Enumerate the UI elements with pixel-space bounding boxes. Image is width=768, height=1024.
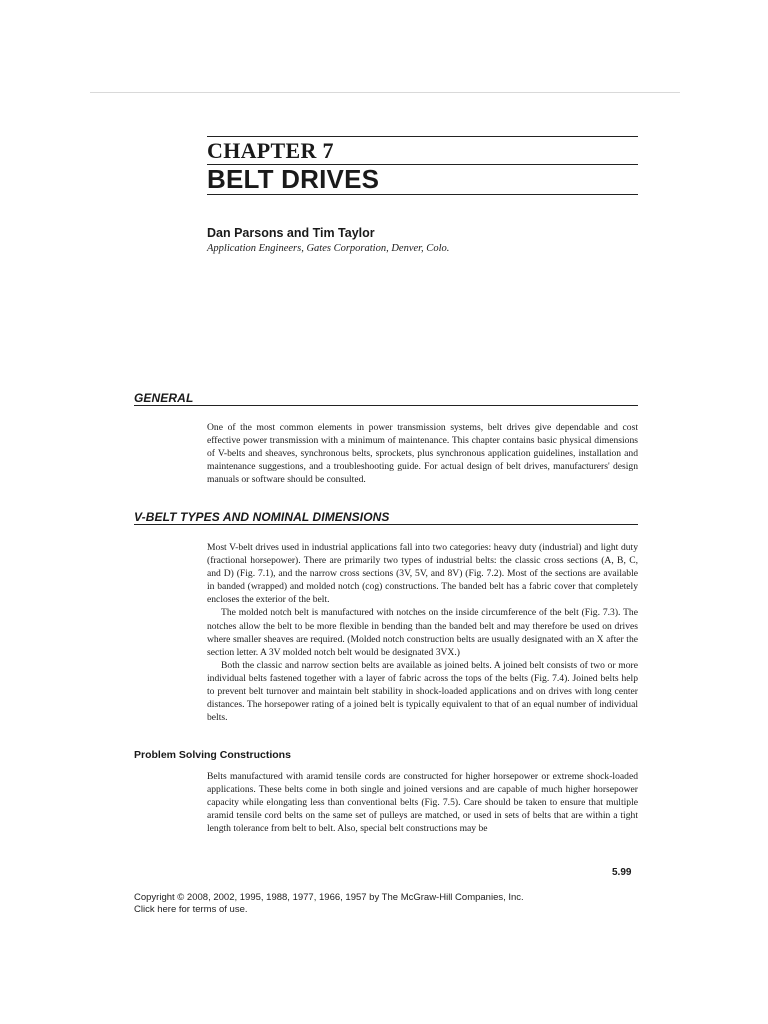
affiliation: Application Engineers, Gates Corporation, Denver, Colo. [207, 243, 450, 254]
section-rule-general [134, 405, 638, 406]
section-heading-general: GENERAL [134, 391, 194, 405]
subsection-heading-problem-solving: Problem Solving Constructions [134, 749, 291, 761]
footer [134, 892, 524, 916]
copyright-notice: Copyright © 2008, 2002, 1995, 1988, 1977, 1966, 1957 by The McGraw-Hill Companies, Inc. [134, 892, 524, 903]
authors: Dan Parsons and Tim Taylor [207, 226, 375, 240]
page-top-divider [90, 92, 680, 93]
general-text: One of the most common elements in power transmission systems, belt drives give dependable and cost effective power transmission with a minimum of maintenance. This chapter contains basic physical dimensions of V-belts and sheaves, synchronous belts, sprockets, plus synchronous application guidelines, installation and maintenance suggestions, and a troubleshooting guide. For actual design of belt drives, manufacturers' design manuals or software should be consulted. [207, 422, 638, 486]
vbelt-text-2: The molded notch belt is manufactured with notches on the inside circumference of the belt (Fig. 7.3). The notches allow the belt to be more flexible in bending than the banded belt and may therefore be used on drives where smaller sheaves are required. (Molded notch construction belts are usually designated with an X after the section letter. A 3V molded notch belt would be designated 3VX.) [207, 607, 638, 658]
page-number: 5.99 [612, 867, 632, 878]
chapter-label: CHAPTER 7 [207, 138, 334, 163]
terms-of-use-link[interactable]: Click here for terms of use. [134, 904, 248, 915]
chapter-title: BELT DRIVES [207, 164, 380, 194]
problem-solving-text: Belts manufactured with aramid tensile cords are constructed for higher horsepower or extreme shock-loaded applications. These belts come in both single and joined versions and are capable of much higher horsepower capacity while elongating less than conventional belts (Fig. 7.5). Care should be taken to ensure that multiple aramid tensile cord belts on the same set of pulleys are matched, or used in sets of belts that are within a tight length tolerance from belt to belt. Also, special belt constructions may be [207, 771, 638, 835]
paragraph-vbelt [207, 541, 638, 724]
vbelt-text-3: Both the classic and narrow section belts are available as joined belts. A joined belt consists of two or more individual belts fastened together with a layer of fabric across the tops of the belts (Fig. 7.4). Joined belts help to prevent belt turnover and maintain belt stability in shock-loaded applications and on drives with long center distances. The horsepower rating of a joined belt is typically equivalent to that of an equal number of individual belts. [207, 659, 638, 724]
paragraph-problem-solving [207, 770, 638, 835]
paragraph-general [207, 421, 638, 486]
chapter-bottom-rule [207, 194, 638, 195]
chapter-top-rule [207, 136, 638, 137]
section-heading-vbelt: V-BELT TYPES AND NOMINAL DIMENSIONS [134, 510, 390, 524]
vbelt-text-1: Most V-belt drives used in industrial applications fall into two categories: heavy duty (industrial) and light duty (fractional horsepower). There are primarily two types of industrial belts: the classic cross sections (A, B, C, and D) (Fig. 7.1), and the narrow cross sections (3V, 5V, and 8V) (Fig. 7.2). Most of the sections are available in banded (wrapped) and molded notch (cog) constructions. The banded belt has a fabric cover that completely encloses the exterior of the belt. [207, 542, 638, 606]
section-rule-vbelt [134, 524, 638, 525]
